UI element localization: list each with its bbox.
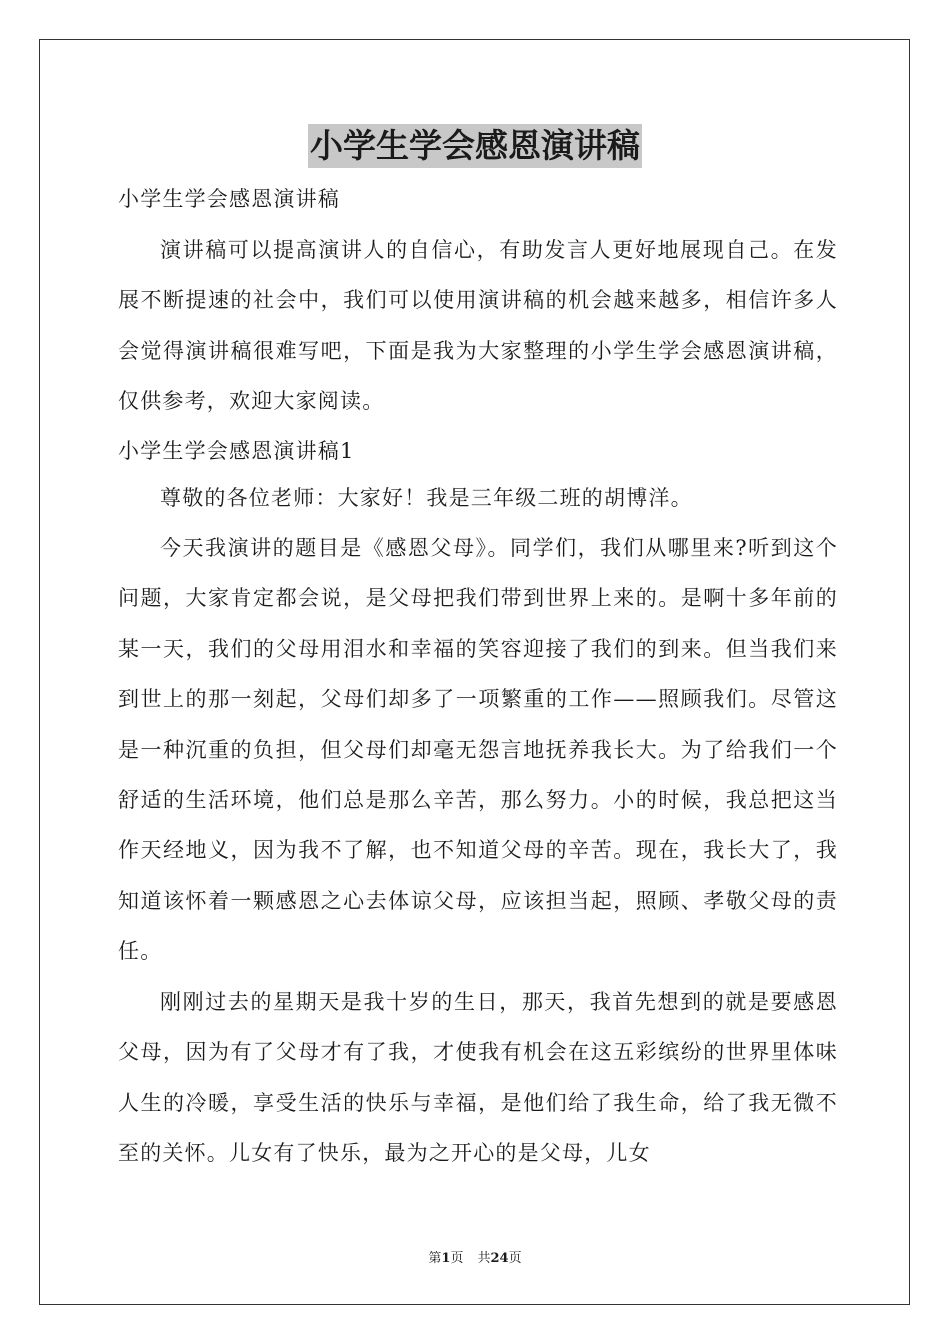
section-heading: 小学生学会感恩演讲稿1 [118, 438, 355, 463]
body-paragraph-greeting: 尊敬的各位老师：大家好！我是三年级二班的胡博洋。 [160, 485, 693, 510]
body-paragraph-topic: 今天我演讲的题目是《感恩父母》。同学们，我们从哪里来?听到这个问题，大家肯定都会说，是父母把我们带到世界上来的。是啊十多年前的某一天，我们的父母用泪水和幸福的笑容迎接了我们的到来。但当我们来到世上的那一刻起，父母们却多了一项繁重的工作——照顾我们。尽管这是一种沉重的负担，但父母们却毫无怨言地抚养我长大。为了给我们一个舒适的生活环境，他们总是那么辛苦，那么努力。小的时候，我总把这当作天经地义，因为我不了解，也不知道父母的辛苦。现在，我长大了，我知道该怀着一颗感恩之心去体谅父母，应该担当起，照顾、孝敬父母的责任。 [118, 536, 838, 964]
document-subtitle: 小学生学会感恩演讲稿 [118, 187, 340, 211]
page-current: 1 [441, 1251, 451, 1266]
page-total: 24 [490, 1251, 509, 1266]
body-paragraph-birthday: 刚刚过去的星期天是我十岁的生日，那天，我首先想到的就是要感恩父母，因为有了父母才有了我，才使我有机会在这五彩缤纷的世界里体味人生的冷暖，享受生活的快乐与幸福，是他们给了我生命，给了我无微不至的关怀。儿女有了快乐，最为之开心的是父母，儿女 [118, 989, 838, 1165]
page-prefix: 第 [428, 1251, 442, 1266]
intro-paragraph: 演讲稿可以提高演讲人的自信心，有助发言人更好地展现自己。在发展不断提速的社会中，我们可以使用演讲稿的机会越来越多，相信许多人会觉得演讲稿很难写吧，下面是我为大家整理的小学生学会感恩演讲稿，仅供参考，欢迎大家阅读。 [118, 238, 838, 414]
document-body [118, 178, 838, 1178]
total-suffix: 页 [508, 1251, 522, 1266]
total-prefix: 共 [477, 1251, 491, 1266]
page-footer [0, 1247, 950, 1266]
document-title: 小学生学会感恩演讲稿 [308, 124, 642, 168]
page-suffix: 页 [450, 1251, 464, 1266]
title-container [0, 124, 950, 168]
